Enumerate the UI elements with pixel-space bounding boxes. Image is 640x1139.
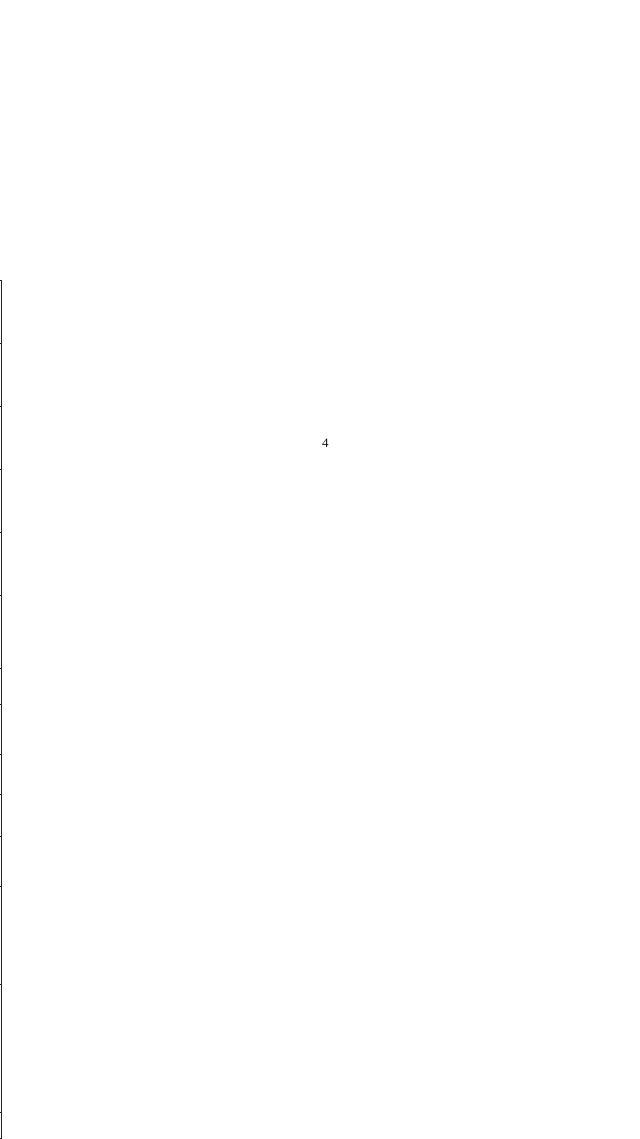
year-value <box>0 280 1 343</box>
year-value <box>0 532 1 595</box>
responsible-executor <box>0 887 1 985</box>
budget-table <box>0 280 2 1139</box>
year-value <box>0 406 1 469</box>
activity-name <box>0 985 1 1113</box>
total-value <box>0 595 1 668</box>
vr-code <box>0 668 1 704</box>
funding-source <box>0 837 1 887</box>
csr-code <box>0 705 1 755</box>
rzpr-code <box>0 755 1 795</box>
year-value <box>0 469 1 532</box>
page-number: 4 <box>322 435 329 450</box>
row-number <box>0 1113 1 1139</box>
year-value <box>0 343 1 406</box>
grbs-code <box>0 795 1 837</box>
